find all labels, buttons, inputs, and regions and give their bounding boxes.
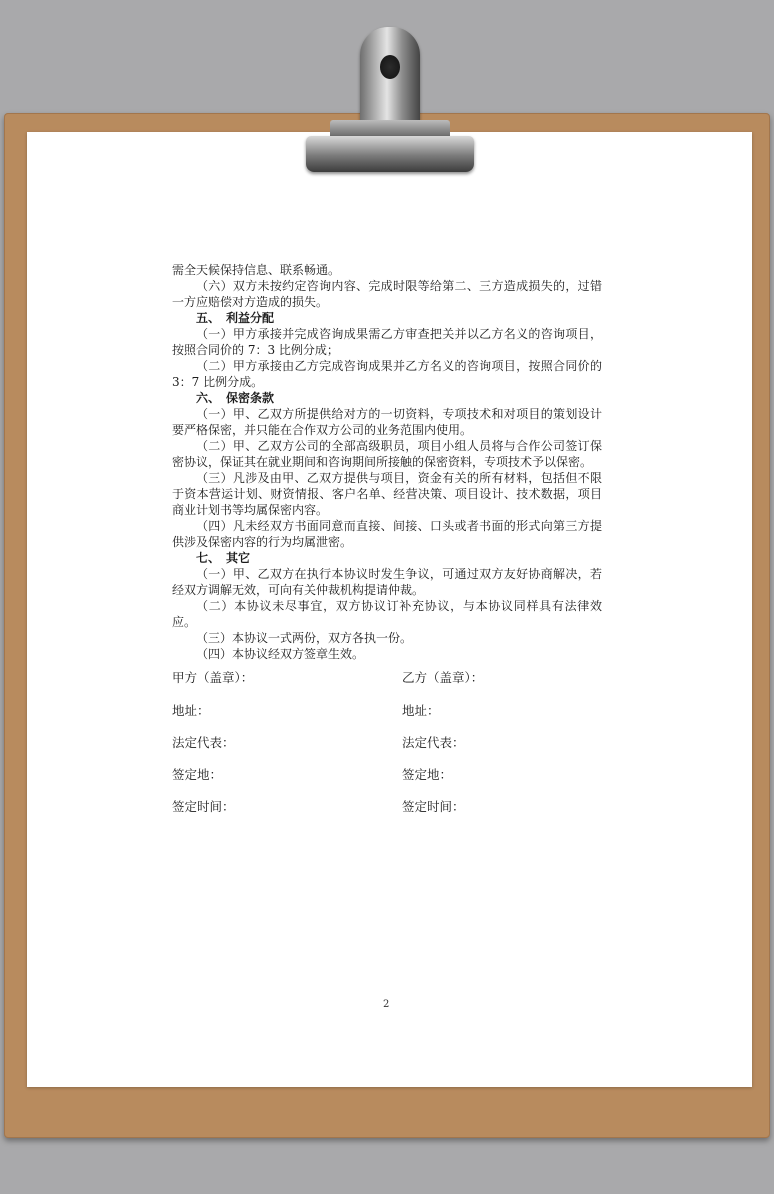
paragraph: （六）双方未按约定咨询内容、完成时限等给第二、三方造成损失的，过错一方应赔偿对方造成的损失。 [172,279,602,309]
section-heading: 七、 其它 [196,551,251,565]
party-a-seal-label: 甲方（盖章）： [172,670,254,685]
party-b-address-label: 地址： [402,703,440,718]
paragraph: 需全天候保持信息、联系畅通。 [172,263,341,277]
paragraph: （二）甲、乙双方公司的全部高级职员，项目小组人员将与合作公司签订保密协议，保证其在就业期间和咨询期间所接触的保密资料，专项技术予以保密。 [172,439,602,469]
paragraph: （一）甲、乙双方在执行本协议时发生争议，可通过双方友好协商解决，若经双方调解无效，可向有关仲裁机构提请仲裁。 [172,567,602,597]
paragraph: （三）本协议一式两份，双方各执一份。 [196,631,413,645]
party-a-signing-time-label: 签定时间： [172,799,235,814]
party-b-representative-label: 法定代表： [402,735,465,750]
page-number: 2 [383,999,390,1010]
section-heading: 六、 保密条款 [196,391,275,405]
party-a-address-label: 地址： [172,703,210,718]
party-a-representative-label: 法定代表： [172,735,235,750]
paragraph: （二）本协议未尽事宜，双方协议订补充协议，与本协议同样具有法律效应。 [172,599,602,629]
party-b-signing-place-label: 签定地： [402,767,453,782]
section-heading: 五、 利益分配 [196,311,275,325]
clip-hole [380,55,400,79]
clip-ring [360,27,420,135]
paragraph: （四）本协议经双方签章生效。 [196,647,365,661]
party-b-seal-label: 乙方（盖章）： [402,670,484,685]
party-a-signing-place-label: 签定地： [172,767,223,782]
paragraph: （四）凡未经双方书面同意而直接、间接、口头或者书面的形式向第三方提供涉及保密内容的行为均属泄密。 [172,519,602,549]
party-b-signing-time-label: 签定时间： [402,799,465,814]
paragraph: （二）甲方承接由乙方完成咨询成果并乙方名义的咨询项目，按照合同价的 3：7 比例分成。 [172,359,602,389]
paragraph: （三）凡涉及由甲、乙双方提供与项目，资金有关的所有材料，包括但不限于资本营运计划、财资情报、客户名单、经营决策、项目设计、技术数据，项目商业计划书等均属保密内容。 [172,471,602,517]
paragraph: （一）甲、乙双方所提供给对方的一切资料，专项技术和对项目的策划设计要严格保密，并只能在合作双方公司的业务范围内使用。 [172,407,602,437]
document-body [172,262,602,662]
binder-clip-icon [306,136,474,172]
paragraph: （一）甲方承接并完成咨询成果需乙方审查把关并以乙方名义的咨询项目，按照合同价的 7：3 比例分成； [172,327,602,357]
